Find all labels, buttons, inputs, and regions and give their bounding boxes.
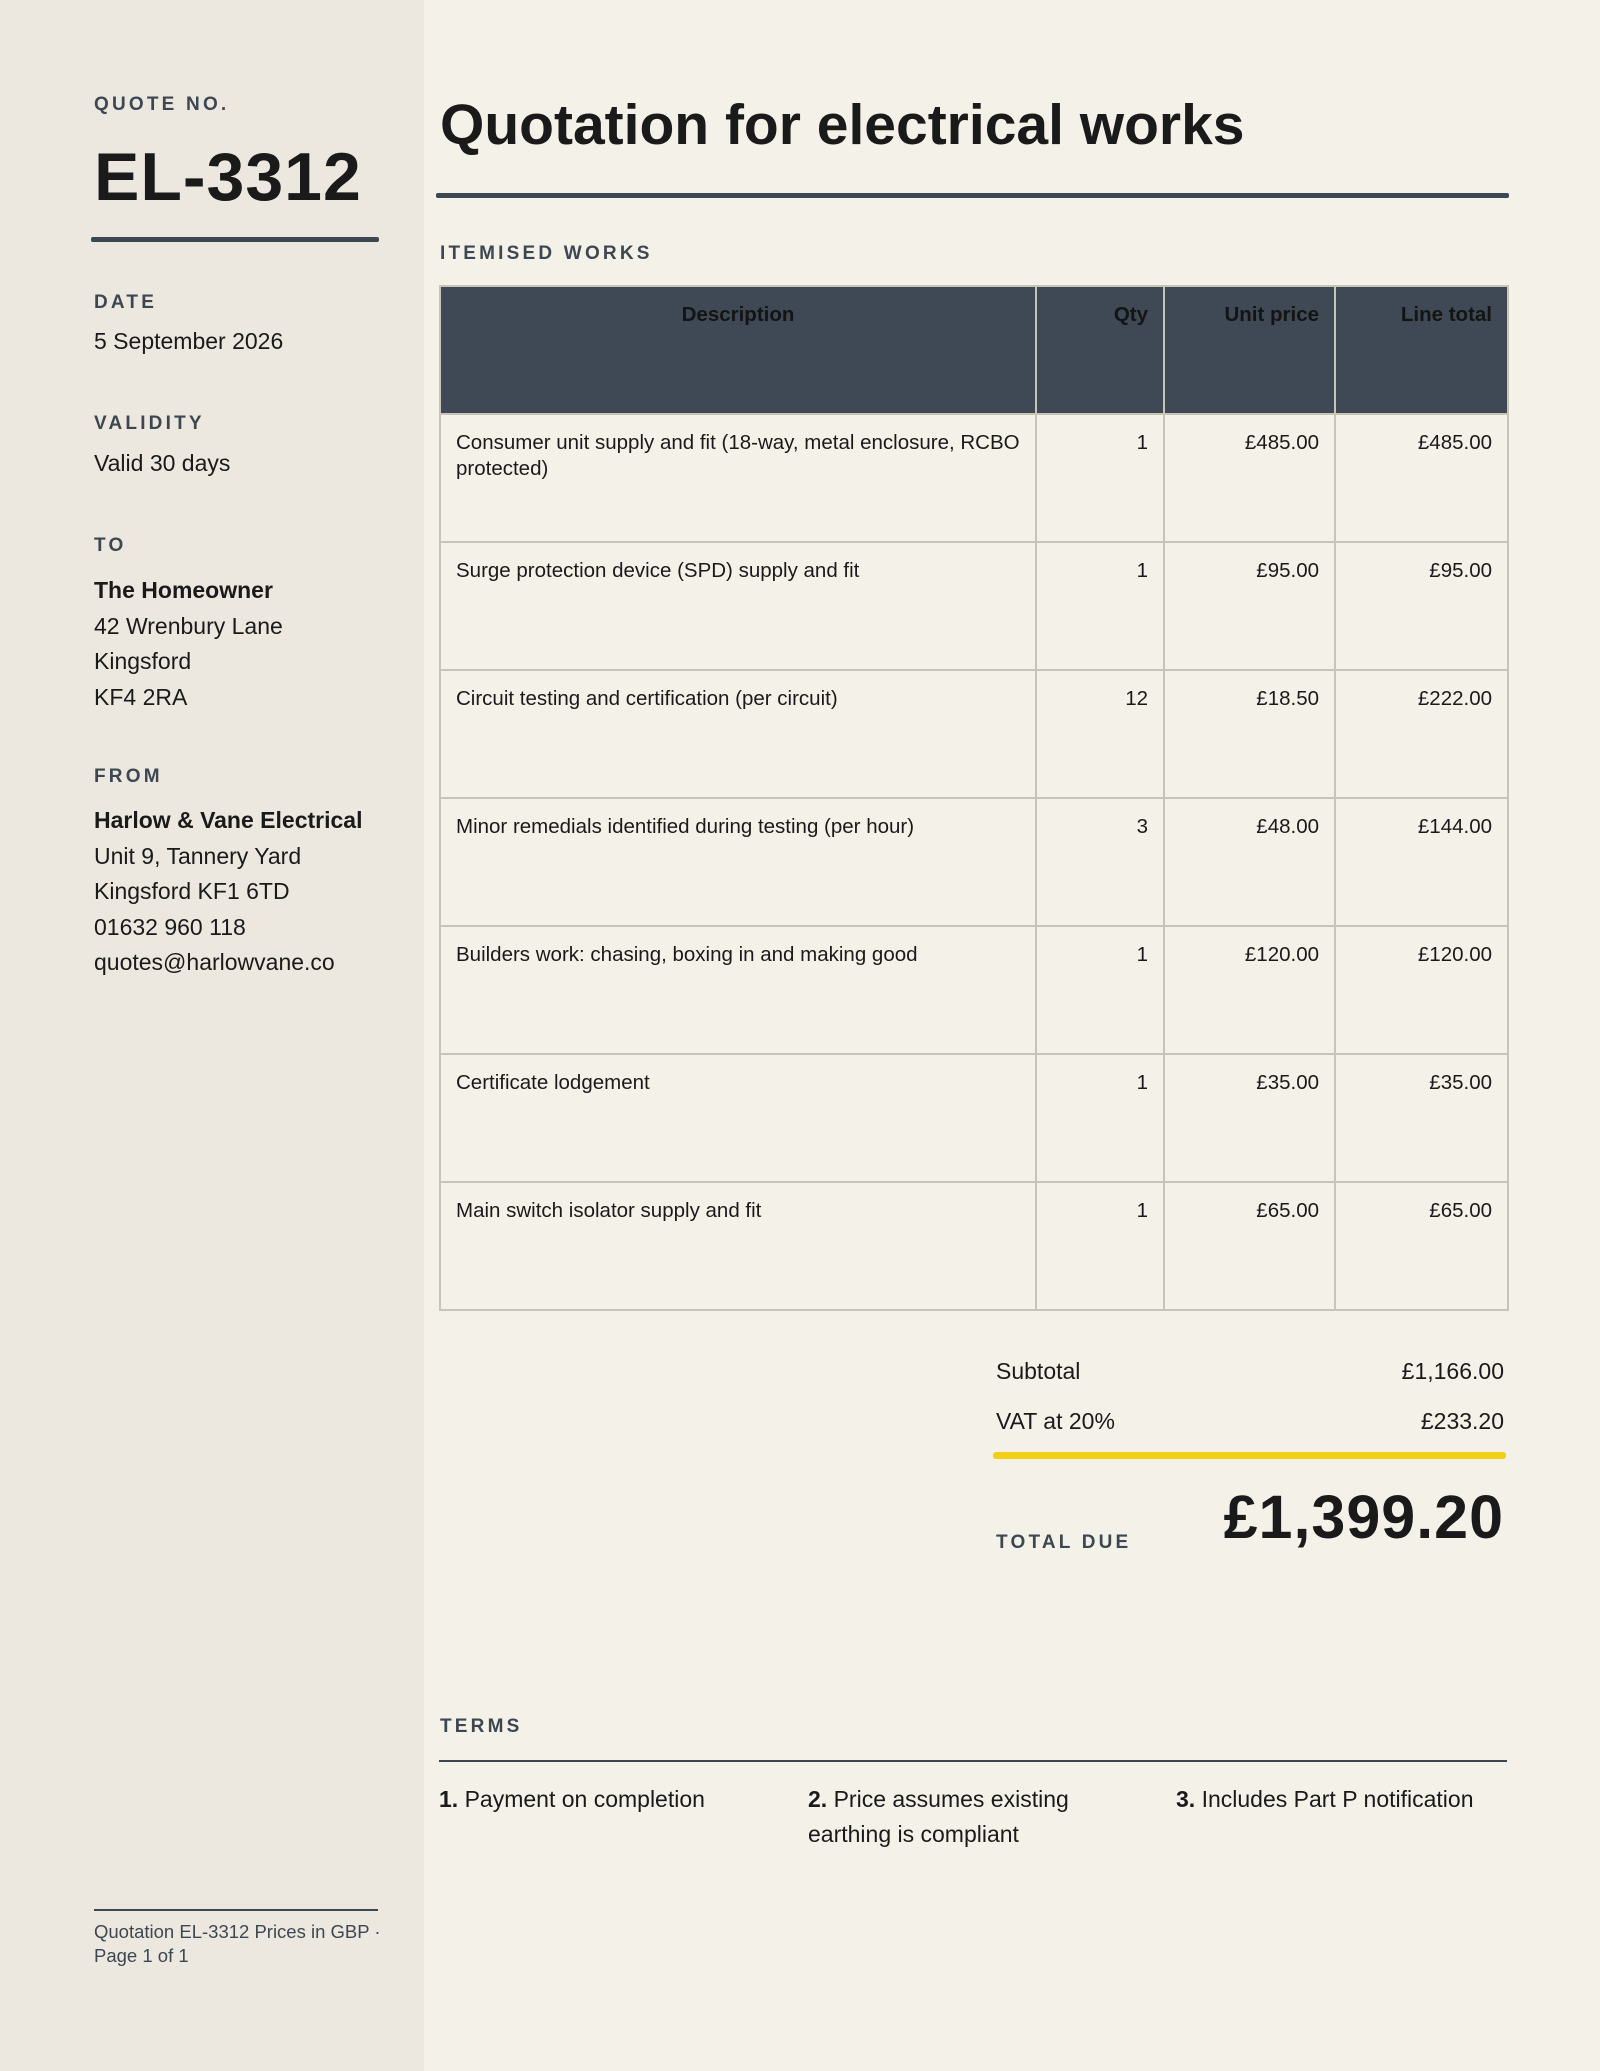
page-title: Quotation for electrical works [440,93,1245,157]
sender-address [94,803,362,981]
row-unit-price: £95.00 [1164,542,1335,670]
vat-row [996,1408,1504,1435]
table-row [440,670,1508,798]
footer-divider [94,1909,378,1911]
vat-label: VAT at 20% [996,1408,1115,1434]
row-description: Consumer unit supply and fit (18-way, metal enclosure, RCBO protected) [440,414,1036,542]
row-description: Minor remedials identified during testing (per hour) [440,798,1036,926]
column-header-qty: Qty [1036,286,1164,414]
row-line-total: £485.00 [1335,414,1508,542]
table-row [440,414,1508,542]
row-line-total: £95.00 [1335,542,1508,670]
quote-number-divider [91,237,379,242]
date-value: 5 September 2026 [94,328,284,354]
sender-label: FROM [94,766,163,787]
itemised-works-label: ITEMISED WORKS [440,243,653,264]
footer-text: Quotation EL-3312 Prices in GBP · Page 1 of 1 [94,1921,381,1966]
row-qty: 12 [1036,670,1164,798]
column-header-unit-price: Unit price [1164,286,1335,414]
recipient-address-line: Kingsford [94,648,192,674]
row-qty: 1 [1036,1182,1164,1310]
term-text: Payment on completion [464,1786,705,1812]
recipient-address-line: KF4 2RA [94,683,188,710]
date-label: DATE [94,292,158,313]
main-content [424,0,1600,2071]
term-text: Price assumes existing earthing is compliant [808,1786,1069,1847]
table-row [440,1182,1508,1310]
quote-number: EL-3312 [94,139,362,215]
column-header-line-total: Line total [1335,286,1508,414]
itemised-works-table [439,285,1509,1311]
row-line-total: £35.00 [1335,1054,1508,1182]
column-header-description: Description [440,286,1036,414]
sender-email[interactable]: quotes@harlowvane.co [94,949,335,975]
sender-phone: 01632 960 118 [94,913,246,940]
row-unit-price: £65.00 [1164,1182,1335,1310]
total-due-label: TOTAL DUE [996,1532,1132,1553]
row-description: Main switch isolator supply and fit [440,1182,1036,1310]
table-row [440,798,1508,926]
row-qty: 1 [1036,1054,1164,1182]
row-qty: 3 [1036,798,1164,926]
row-unit-price: £485.00 [1164,414,1335,542]
term-item [1176,1782,1506,1817]
row-description: Builders work: chasing, boxing in and making good [440,926,1036,1054]
table-row [440,926,1508,1054]
recipient-name: The Homeowner [94,577,273,603]
recipient-label: TO [94,535,127,556]
subtotal-row [996,1358,1504,1385]
row-unit-price: £35.00 [1164,1054,1335,1182]
row-qty: 1 [1036,414,1164,542]
sender-address-line: Unit 9, Tannery Yard [94,842,302,869]
term-item [808,1782,1108,1852]
row-description: Certificate lodgement [440,1054,1036,1182]
row-unit-price: £48.00 [1164,798,1335,926]
recipient-address-line: 42 Wrenbury Lane [94,612,283,639]
table-header-row [440,286,1508,414]
term-number: 2. [808,1786,828,1812]
row-qty: 1 [1036,926,1164,1054]
row-qty: 1 [1036,542,1164,670]
terms-divider [439,1760,1507,1762]
row-description: Circuit testing and certification (per circuit) [440,670,1036,798]
row-line-total: £222.00 [1335,670,1508,798]
row-unit-price: £120.00 [1164,926,1335,1054]
subtotal-value: £1,166.00 [1401,1358,1504,1384]
sidebar [0,0,424,2071]
sender-name: Harlow & Vane Electrical [94,807,363,833]
vat-value: £233.20 [1420,1408,1504,1434]
term-item [439,1782,759,1817]
subtotal-label: Subtotal [996,1358,1081,1384]
title-divider [436,193,1509,198]
quote-number-label: QUOTE NO. [94,94,230,115]
term-text: Includes Part P notification [1201,1786,1474,1812]
validity-value: Valid 30 days [94,450,231,476]
sender-address-line: Kingsford KF1 6TD [94,878,290,904]
validity-label: VALIDITY [94,413,205,434]
table-row [440,1054,1508,1182]
row-line-total: £120.00 [1335,926,1508,1054]
total-due-value: £1,399.20 [1223,1483,1504,1551]
row-line-total: £65.00 [1335,1182,1508,1310]
row-description: Surge protection device (SPD) supply and fit [440,542,1036,670]
recipient-address [94,573,283,715]
table-row [440,542,1508,670]
term-number: 3. [1176,1786,1196,1812]
row-line-total: £144.00 [1335,798,1508,926]
term-number: 1. [439,1786,459,1812]
row-unit-price: £18.50 [1164,670,1335,798]
total-accent-divider [993,1452,1506,1459]
terms-label: TERMS [440,1716,523,1737]
